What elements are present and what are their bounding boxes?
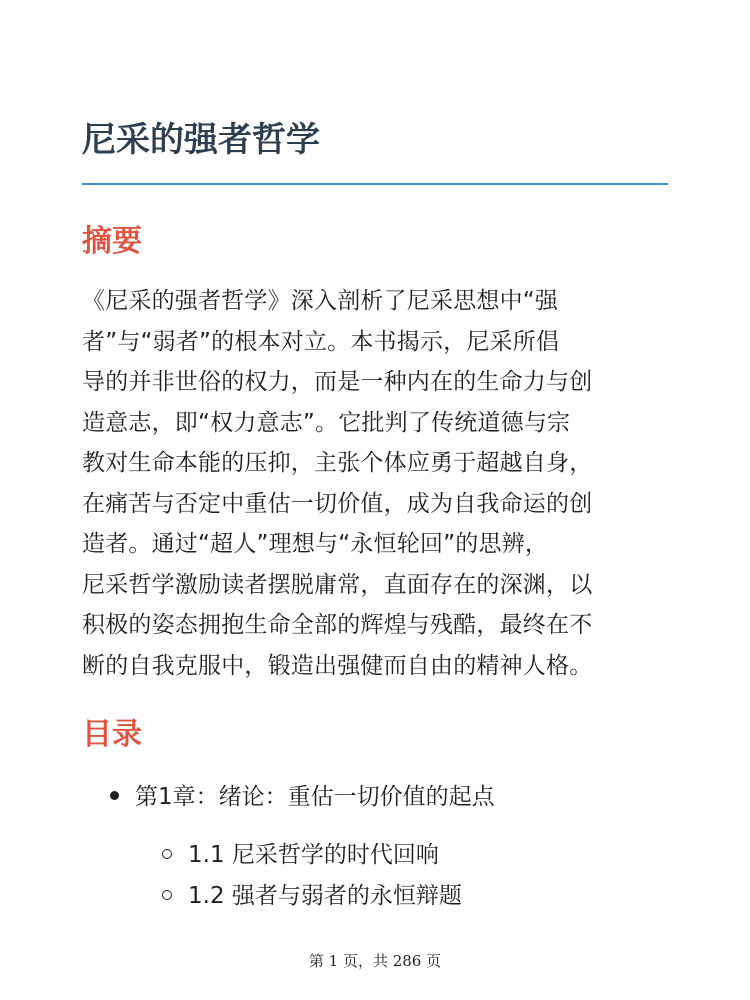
bullet-disc-icon [110,791,119,800]
abstract-line: 造者。通过“超人”理想与“永恒轮回”的思辨， [82,531,549,557]
toc-subsection-item[interactable] [162,876,462,916]
document-title: 尼采的强者哲学 [82,120,320,160]
abstract-line: 在痛苦与否定中重估一切价值，成为自我命运的创 [82,490,593,517]
abstract-line: 造意志，即“权力意志”。它批判了传统道德与宗 [82,409,571,436]
title-divider [82,183,668,185]
abstract-paragraph [82,281,668,686]
abstract-line: 教对生命本能的压抑，主张个体应勇于超越自身， [82,450,593,476]
abstract-line: 《尼采的强者哲学》深入剖析了尼采思想中“强 [82,288,559,314]
abstract-line: 尼采哲学激励读者摆脱庸常，直面存在的深渊，以 [82,571,593,598]
toc-subsection-label: 1.1 尼采哲学的时代回响 [188,842,439,868]
toc-subsection-label: 1.2 强者与弱者的永恒辩题 [188,883,462,909]
abstract-line: 积极的姿态拥抱生命全部的辉煌与残酷，最终在不 [82,612,593,638]
toc-subsection-item[interactable] [162,835,439,875]
abstract-heading: 摘要 [82,224,142,259]
bullet-circle-icon [162,890,172,900]
toc-chapter-label: 第1章：绪论：重估一切价值的起点 [135,784,495,810]
abstract-line: 者”与“弱者”的根本对立。本书揭示，尼采所倡 [82,328,560,355]
toc-chapter-item[interactable] [110,777,495,817]
abstract-line: 断的自我克服中，锻造出强健而自由的精神人格。 [82,652,593,679]
abstract-line: 导的并非世俗的权力，而是一种内在的生命力与创 [82,369,593,395]
bullet-circle-icon [162,849,172,859]
toc-heading: 目录 [82,717,142,752]
page-footer: 第 1 页，共 286 页 [308,952,442,970]
